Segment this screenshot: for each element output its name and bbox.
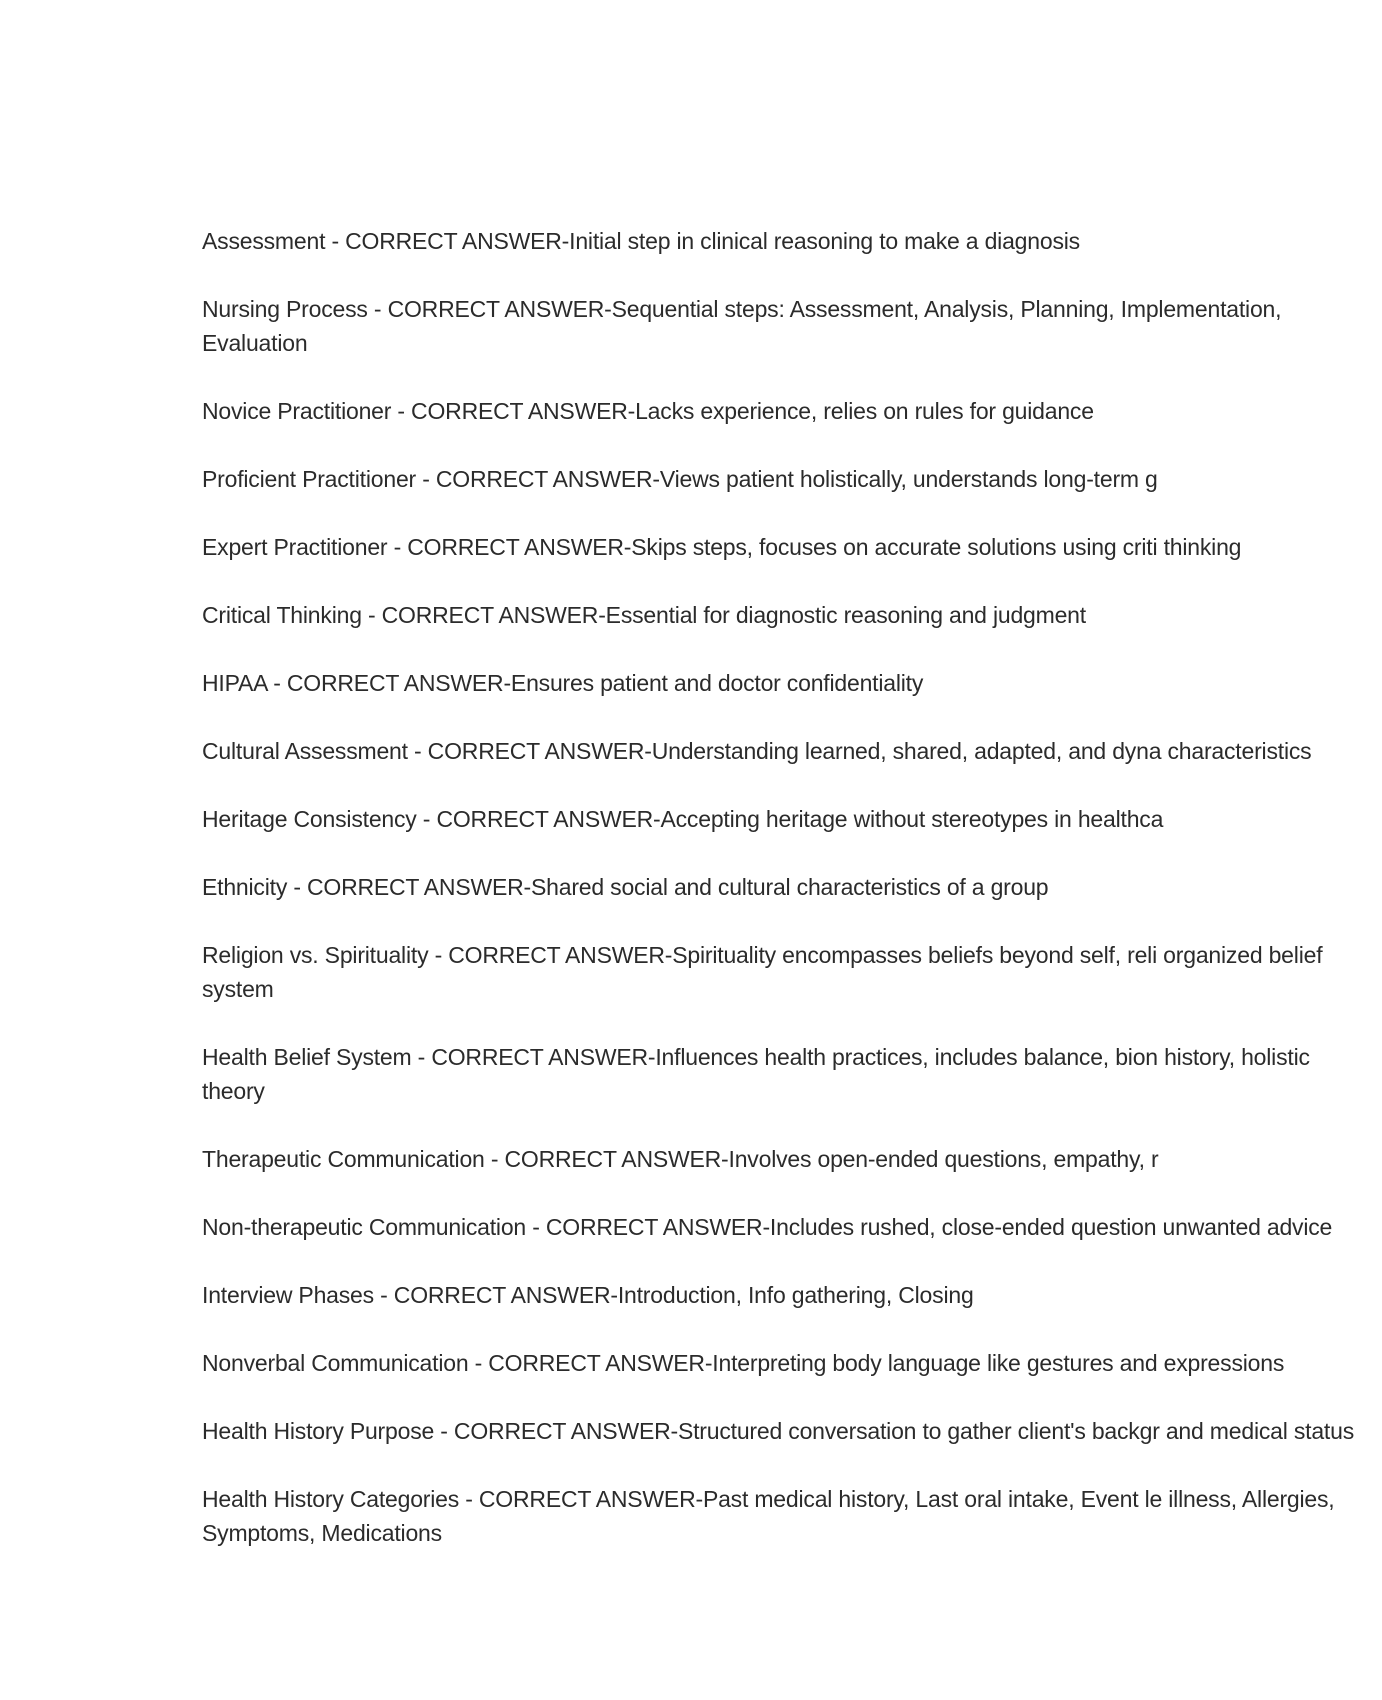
entry-separator: - CORRECT ANSWER- (468, 1350, 713, 1376)
list-item (202, 1210, 1382, 1244)
entry-separator: - CORRECT ANSWER- (367, 296, 612, 322)
entry-separator: - CORRECT ANSWER- (361, 602, 606, 628)
entry-definition: Initial step in clinical reasoning to make a diagnosis (569, 228, 1080, 254)
entry-separator: - CORRECT ANSWER- (484, 1146, 729, 1172)
entry-definition: Spirituality encompasses beliefs beyond self, reli organized belief system (202, 942, 1323, 1002)
entry-term: Proficient Practitioner (202, 466, 416, 492)
entry-definition: Sequential steps: Assessment, Analysis, Planning, Implementation, Evaluation (202, 296, 1282, 356)
entry-definition: Views patient holistically, understands long-term g (659, 466, 1158, 492)
entry-term: Ethnicity (202, 874, 288, 900)
entry-definition: Shared social and cultural characteristics of a group (531, 874, 1049, 900)
entry-definition: Involves open-ended questions, empathy, r (728, 1146, 1159, 1172)
list-item (202, 734, 1382, 768)
list-item (202, 462, 1382, 496)
entry-term: Assessment (202, 228, 326, 254)
list-item (202, 224, 1382, 258)
flashcard-list (202, 224, 1382, 1584)
list-item (202, 1346, 1382, 1380)
entry-separator: - CORRECT ANSWER- (428, 942, 673, 968)
entry-definition: Lacks experience, relies on rules for guidance (635, 398, 1094, 424)
entry-term: Health History Categories (202, 1486, 460, 1512)
list-item (202, 938, 1382, 1006)
entry-term: Therapeutic Communication (202, 1146, 485, 1172)
entry-definition: Introduction, Info gathering, Closing (617, 1282, 974, 1308)
entry-separator: - CORRECT ANSWER- (287, 874, 531, 900)
list-item (202, 1482, 1382, 1550)
entry-separator: - CORRECT ANSWER- (526, 1214, 770, 1240)
entry-separator: - CORRECT ANSWER- (387, 534, 632, 560)
entry-term: Interview Phases (202, 1282, 374, 1308)
entry-definition: Past medical history, Last oral intake, Event le illness, Allergies, Symptoms, Medications (202, 1486, 1335, 1546)
entry-term: Non-therapeutic Communication (202, 1214, 527, 1240)
entry-definition: Includes rushed, close-ended question unwanted advice (769, 1214, 1333, 1240)
entry-term: Religion vs. Spirituality (202, 942, 429, 968)
entry-term: HIPAA (202, 670, 268, 696)
entry-definition: Ensures patient and doctor confidentiality (510, 670, 924, 696)
list-item (202, 292, 1382, 360)
entry-term: Health History Purpose (202, 1418, 435, 1444)
entry-definition: Understanding learned, shared, adapted, and dyna characteristics (651, 738, 1312, 764)
entry-definition: Structured conversation to gather client's backgr and medical status (677, 1418, 1355, 1444)
entry-term: Cultural Assessment (202, 738, 408, 764)
entry-separator: - CORRECT ANSWER- (391, 398, 636, 424)
entry-separator: - CORRECT ANSWER- (434, 1418, 678, 1444)
entry-term: Novice Practitioner (202, 398, 392, 424)
entry-definition: Interpreting body language like gestures and expressions (712, 1350, 1285, 1376)
entry-definition: Accepting heritage without stereotypes in healthca (660, 806, 1164, 832)
list-item (202, 1414, 1382, 1448)
list-item (202, 1040, 1382, 1108)
entry-separator: - CORRECT ANSWER- (411, 1044, 656, 1070)
list-item (202, 1142, 1382, 1176)
list-item (202, 1278, 1382, 1312)
entry-separator: - CORRECT ANSWER- (416, 466, 660, 492)
entry-separator: - CORRECT ANSWER- (416, 806, 661, 832)
entry-term: Health Belief System (202, 1044, 412, 1070)
list-item (202, 802, 1382, 836)
entry-term: Nursing Process (202, 296, 368, 322)
entry-separator: - CORRECT ANSWER- (407, 738, 652, 764)
entry-definition: Influences health practices, includes balance, bion history, holistic theory (202, 1044, 1310, 1104)
list-item (202, 598, 1382, 632)
entry-definition: Essential for diagnostic reasoning and judgment (605, 602, 1086, 628)
entry-separator: - CORRECT ANSWER- (459, 1486, 703, 1512)
list-item (202, 870, 1382, 904)
entry-term: Nonverbal Communication (202, 1350, 469, 1376)
entry-separator: - CORRECT ANSWER- (325, 228, 570, 254)
entry-definition: Skips steps, focuses on accurate solutions using criti thinking (631, 534, 1242, 560)
list-item (202, 530, 1382, 564)
entry-term: Critical Thinking (202, 602, 362, 628)
list-item (202, 666, 1382, 700)
entry-term: Heritage Consistency (202, 806, 417, 832)
entry-term: Expert Practitioner (202, 534, 388, 560)
entry-separator: - CORRECT ANSWER- (373, 1282, 618, 1308)
list-item (202, 394, 1382, 428)
entry-separator: - CORRECT ANSWER- (267, 670, 511, 696)
